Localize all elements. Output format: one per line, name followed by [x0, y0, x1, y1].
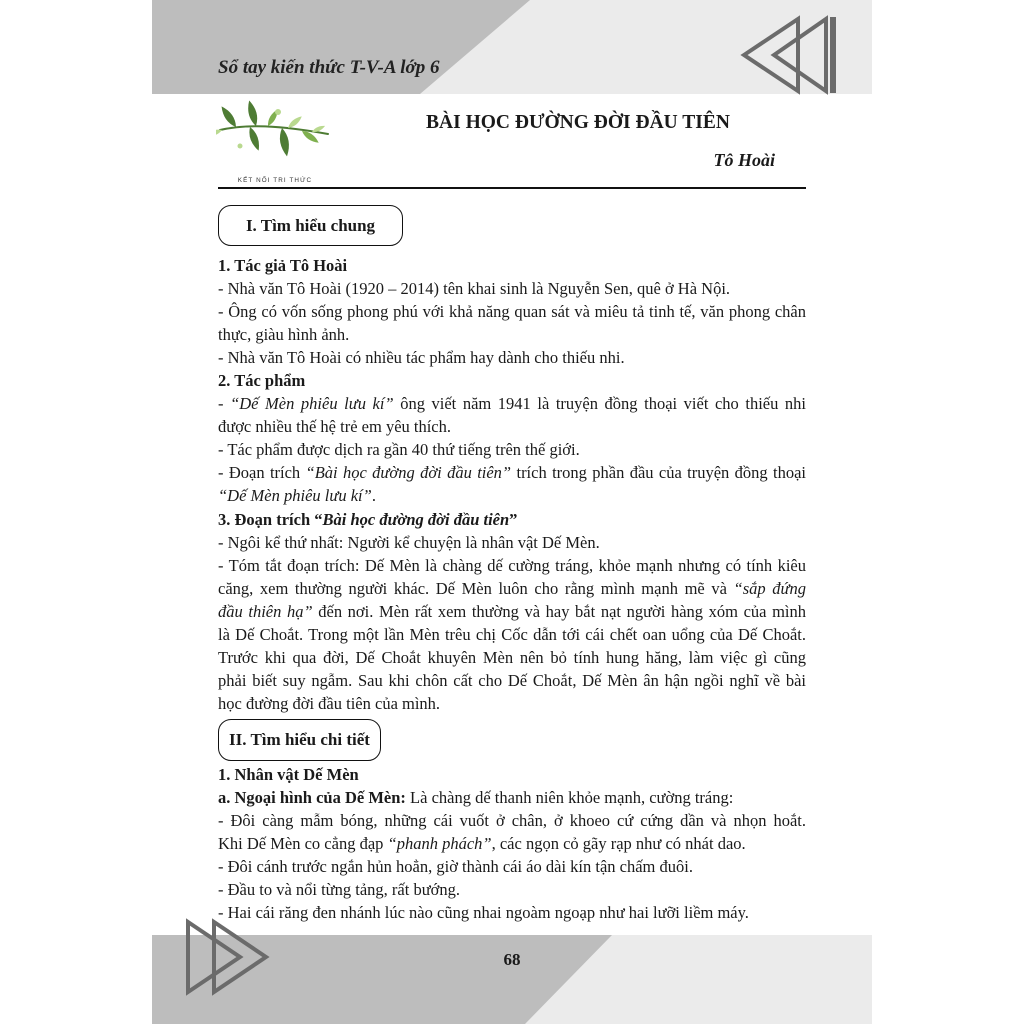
text-line: [218, 600, 806, 623]
text-line: [218, 763, 806, 786]
text-line: [218, 438, 806, 461]
text-run: “phanh phách”: [387, 833, 492, 853]
text-run: - Hai cái răng đen nhánh lúc nào cũng nhai ngoàm ngoạp như hai lưỡi liềm máy.: [218, 903, 749, 923]
leaf-shape: [219, 104, 239, 129]
section-heading: II. Tìm hiểu chi tiết: [229, 730, 370, 749]
text-run: được nhiều thế hệ trẻ em yêu thích.: [218, 417, 452, 437]
text-run: Khi Dế Mèn co cẳng đạp: [218, 833, 388, 853]
text-line: [218, 323, 806, 346]
double-chevron-right-icon: [182, 916, 270, 998]
text-run: học đường đời đầu tiên của mình.: [218, 694, 441, 714]
text-line: [218, 809, 806, 832]
leaf-branch-logo-icon: [216, 94, 334, 188]
text-line: [218, 554, 806, 577]
section-heading-box: [218, 719, 381, 761]
text-run: trích trong phần đầu của truyện đồng thoại: [511, 463, 806, 483]
text-run: “Bài học đường đời đầu tiên”: [305, 463, 512, 483]
text-run: ”: [509, 509, 518, 529]
lesson-title: BÀI HỌC ĐƯỜNG ĐỜI ĐẦU TIÊN: [426, 112, 730, 133]
text-run: 3. Đoạn trích “: [218, 509, 323, 529]
text-run: căng, xem thường người khác. Dế Mèn luôn cho rằng mình mạnh mẽ và: [218, 578, 734, 598]
text-line: [218, 901, 806, 924]
text-run: 2. Tác phẩm: [218, 370, 306, 390]
text-run: “Dế Mèn phiêu lưu kí”: [230, 394, 394, 414]
text-run: a. Ngoại hình của Dế Mèn:: [218, 787, 406, 807]
text-run: - Nhà văn Tô Hoài (1920 – 2014) tên khai sinh là Nguyễn Sen, quê ở Hà Nội.: [218, 278, 731, 298]
logo-text: KẾT NỐI TRI THỨC: [237, 177, 313, 184]
leaf-shape: [247, 126, 263, 152]
text-line: [218, 786, 806, 809]
double-chevron-left-icon: [738, 12, 840, 98]
title-divider: [218, 187, 806, 189]
text-line: [218, 369, 806, 392]
leaf-shape: [245, 100, 259, 127]
text-run: “Dế Mèn phiêu lưu kí”: [218, 486, 372, 506]
text-line: [218, 461, 806, 484]
text-run: - Đoạn trích: [218, 463, 306, 483]
text-line: [218, 254, 806, 277]
text-line: [218, 878, 806, 901]
text-line: [218, 531, 806, 554]
text-run: , các ngọn cỏ gãy rạp như có nhát dao.: [491, 833, 746, 853]
text-line: [218, 832, 806, 855]
text-run: .: [371, 486, 376, 506]
text-run: 1. Nhân vật Dế Mèn: [218, 764, 359, 784]
text-line: [218, 484, 806, 507]
text-line: [218, 669, 806, 692]
text-run: - Tác phẩm được dịch ra gần 40 thứ tiếng trên thế giới.: [218, 440, 580, 460]
text-line: [218, 692, 806, 715]
leaf-shape: [278, 127, 291, 157]
text-run: là Dế Choắt. Trong một lần Mèn trêu chị Cốc dẫn tới cái chết oan uổng của Dế Choắt.: [218, 625, 806, 644]
text-run: - Ngôi kể thứ nhất: Người kể chuyện là nhân vật Dế Mèn.: [218, 532, 600, 552]
text-line: [218, 508, 806, 531]
text-run: đầu thiên hạ”: [218, 601, 313, 621]
text-line: [218, 346, 806, 369]
text-run: ông viết năm 1941 là truyện đồng thoại viết cho thiếu nhi: [393, 394, 807, 414]
text-line: [218, 855, 806, 878]
text-run: - Đôi cánh trước ngắn hủn hoẳn, giờ thành cái áo dài kín tận chấm đuôi.: [218, 856, 693, 876]
text-run: phải biết suy ngẫm. Sau khi chôn cất cho Dế Choắt, Dế Mèn ân hận ngồi nghĩ về bài: [218, 671, 806, 691]
text-line: [218, 392, 806, 415]
text-run: thực, giàu hình ảnh.: [218, 324, 350, 344]
text-line: [218, 577, 806, 600]
running-head-title: Sổ tay kiến thức T-V-A lớp 6: [218, 57, 440, 78]
leaf-bud: [275, 109, 281, 115]
page-number: 68: [503, 950, 521, 969]
section-heading-box: [218, 205, 403, 246]
branch-stem: [220, 126, 328, 134]
text-line: [218, 415, 806, 438]
text-run: - Nhà văn Tô Hoài có nhiều tác phẩm hay dành cho thiếu nhi.: [218, 347, 625, 367]
text-run: “sắp đứng: [733, 578, 806, 598]
text-run: - Tóm tắt đoạn trích: Dế Mèn là chàng dế cường tráng, khỏe mạnh nhưng có tính kiêu: [218, 555, 806, 575]
text-run: -: [218, 394, 231, 414]
lesson-author: Tô Hoài: [713, 150, 775, 170]
text-run: 1. Tác giả Tô Hoài: [218, 255, 348, 275]
leaf-shape: [286, 114, 303, 130]
section-heading: I. Tìm hiểu chung: [245, 215, 376, 235]
text-run: - Đôi càng mẫm bóng, những cái vuốt ở chân, ở khoeo cứ cứng dần và nhọn hoắt.: [218, 810, 806, 830]
text-run: đến nơi. Mèn rất xem thường và hay bắt nạt người hàng xóm của mình: [312, 601, 806, 621]
text-line: [218, 277, 806, 300]
chevron-bar: [830, 17, 836, 93]
text-run: - Ông có vốn sống phong phú với khả năng quan sát và miêu tả tinh tế, văn phong chân: [218, 301, 806, 321]
leaf-bud: [238, 144, 243, 149]
text-line: [218, 623, 806, 646]
text-run: - Đầu to và nổi từng tảng, rất bướng.: [218, 879, 460, 899]
section-2-body: [218, 763, 806, 925]
text-run: Bài học đường đời đầu tiên: [322, 509, 510, 529]
text-line: [218, 300, 806, 323]
text-run: Trước khi qua đời, Dế Choắt khuyên Mèn nên bỏ tính hung hăng, làm việc gì cũng: [218, 648, 806, 668]
section-1-body: [218, 254, 806, 716]
text-line: [218, 646, 806, 669]
text-run: Là chàng dế thanh niên khỏe mạnh, cường tráng:: [405, 787, 734, 807]
